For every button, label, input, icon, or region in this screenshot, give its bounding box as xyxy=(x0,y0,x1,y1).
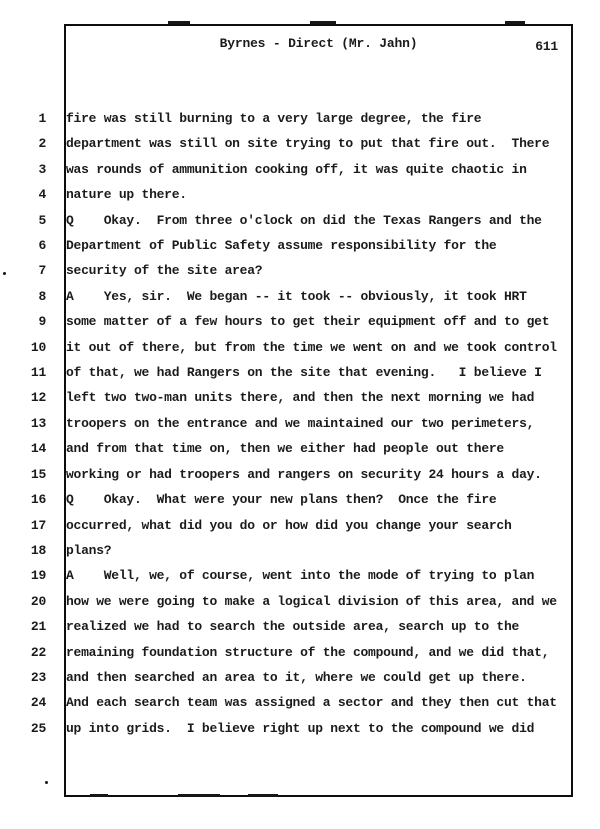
line-number: 10 xyxy=(30,339,46,355)
scan-artifact xyxy=(310,21,336,24)
transcript-line xyxy=(0,106,600,131)
line-text: department was still on site trying to put that fire out. There xyxy=(66,136,550,152)
line-number: 1 xyxy=(38,111,46,126)
line-number: 21 xyxy=(30,619,46,635)
line-number: 6 xyxy=(38,238,46,254)
line-number: 24 xyxy=(30,695,46,711)
line-text: remaining foundation structure of the compound, and we did that, xyxy=(66,644,550,660)
line-text: realized we had to search the outside area, search up to the xyxy=(66,619,520,635)
scan-artifact xyxy=(3,272,6,275)
line-text: nature up there. xyxy=(66,187,187,203)
transcript-line xyxy=(0,360,600,385)
line-number: 19 xyxy=(30,568,46,584)
transcript-line xyxy=(0,716,600,741)
line-text: some matter of a few hours to get their equipment off and to get xyxy=(66,314,550,330)
line-text: Q Okay. What were your new plans then? Once the fire xyxy=(66,492,497,508)
transcript-line xyxy=(0,208,600,233)
line-number: 25 xyxy=(30,720,46,736)
line-number: 4 xyxy=(38,187,46,203)
line-number: 20 xyxy=(30,593,46,609)
line-number: 17 xyxy=(30,517,46,533)
line-number: 8 xyxy=(38,288,46,304)
line-text: up into grids. I believe right up next to the compound we did xyxy=(66,720,535,736)
line-text: Q Okay. From three o'clock on did the Texas Rangers and the xyxy=(66,212,542,228)
line-text: A Well, we, of course, went into the mode of trying to plan xyxy=(66,568,535,584)
line-text: troopers on the entrance and we maintained our two perimeters, xyxy=(66,415,535,431)
transcript-line xyxy=(0,284,600,309)
transcript-line xyxy=(0,563,600,588)
line-number: 11 xyxy=(30,365,46,381)
line-number: 22 xyxy=(30,644,46,660)
line-text: plans? xyxy=(66,542,112,558)
page-number: 611 xyxy=(535,39,558,54)
transcript-line xyxy=(0,258,600,283)
line-text: And each search team was assigned a sector and they then cut that xyxy=(66,695,557,711)
line-text: left two two-man units there, and then the next morning we had xyxy=(66,390,535,406)
scan-artifact xyxy=(178,794,220,797)
line-text: it out of there, but from the time we went on and we took control xyxy=(66,339,557,355)
transcript-line xyxy=(0,538,600,563)
line-text: security of the site area? xyxy=(66,263,263,279)
transcript-line xyxy=(0,487,600,512)
transcript-line xyxy=(0,614,600,639)
line-text: fire was still burning to a very large degree, the fire xyxy=(66,111,482,126)
line-text: was rounds of ammunition cooking off, it was quite chaotic in xyxy=(66,161,527,177)
header-title: Byrnes - Direct (Mr. Jahn) xyxy=(219,36,418,51)
line-number: 12 xyxy=(30,390,46,406)
line-text: and then searched an area to it, where we could get up there. xyxy=(66,669,527,685)
transcript-line xyxy=(0,436,600,461)
scan-artifact xyxy=(248,794,278,797)
line-text: Department of Public Safety assume responsibility for the xyxy=(66,238,497,254)
line-text: of that, we had Rangers on the site that evening. I believe I xyxy=(66,365,542,381)
transcript-line xyxy=(0,665,600,690)
scan-artifact xyxy=(168,21,190,24)
line-number: 3 xyxy=(38,161,46,177)
transcript-line xyxy=(0,513,600,538)
line-number: 9 xyxy=(38,314,46,330)
line-number: 23 xyxy=(30,669,46,685)
line-number: 15 xyxy=(30,466,46,482)
scan-artifact xyxy=(90,794,108,797)
transcript-line xyxy=(0,309,600,334)
scan-artifact xyxy=(45,781,48,784)
transcript-line xyxy=(0,335,600,360)
line-text: how we were going to make a logical division of this area, and we xyxy=(66,593,557,609)
line-text: working or had troopers and rangers on security 24 hours a day. xyxy=(66,466,542,482)
line-number: 7 xyxy=(38,263,46,279)
transcript-line xyxy=(0,411,600,436)
line-text: and from that time on, then we either had people out there xyxy=(66,441,504,457)
line-number: 13 xyxy=(30,415,46,431)
transcript-line xyxy=(0,182,600,207)
line-text: A Yes, sir. We began -- it took -- obviously, it took HRT xyxy=(66,288,527,304)
transcript-line xyxy=(0,157,600,182)
line-number: 2 xyxy=(38,136,46,152)
line-number: 18 xyxy=(30,542,46,558)
transcript-line xyxy=(0,131,600,156)
line-text: occurred, what did you do or how did you change your search xyxy=(66,517,512,533)
transcript-lines xyxy=(0,106,600,741)
transcript-line xyxy=(0,690,600,715)
line-number: 16 xyxy=(30,492,46,508)
transcript-line xyxy=(0,385,600,410)
scan-artifact xyxy=(505,21,525,24)
transcript-line xyxy=(0,233,600,258)
transcript-line xyxy=(0,589,600,614)
line-number: 14 xyxy=(30,441,46,457)
transcript-line xyxy=(0,640,600,665)
transcript-line xyxy=(0,462,600,487)
line-number: 5 xyxy=(38,212,46,228)
